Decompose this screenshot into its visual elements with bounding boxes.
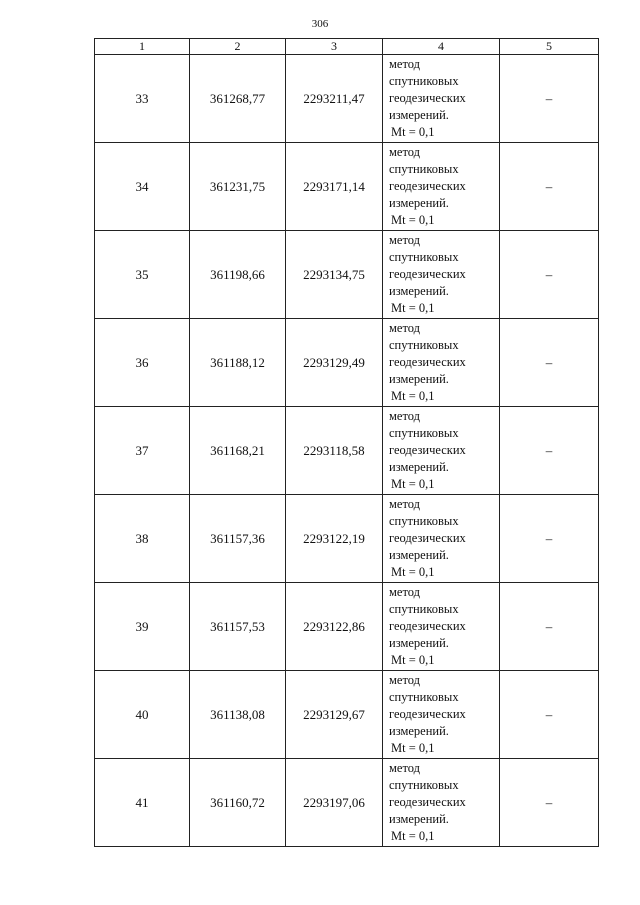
method-line: метод [389, 233, 421, 247]
method-line: спутниковых [389, 602, 459, 616]
method-line: метод [389, 321, 421, 335]
accuracy-value: Mt = 0,1 [391, 477, 435, 491]
method-line: спутниковых [389, 162, 459, 176]
method-line: измерений. [389, 372, 449, 386]
accuracy-value: Mt = 0,1 [391, 301, 435, 315]
header-row [95, 39, 599, 55]
note-cell: – [500, 319, 599, 407]
method-line: измерений. [389, 812, 449, 826]
accuracy-value: Mt = 0,1 [391, 213, 435, 227]
table-row [95, 319, 599, 407]
table-row [95, 407, 599, 495]
x-coordinate-cell: 361198,66 [190, 231, 286, 319]
note-cell: – [500, 231, 599, 319]
point-number-cell: 33 [95, 55, 190, 143]
header-cell: 4 [383, 39, 500, 55]
method-line: спутниковых [389, 514, 459, 528]
x-coordinate-cell: 361157,36 [190, 495, 286, 583]
x-coordinate-cell: 361231,75 [190, 143, 286, 231]
note-cell: – [500, 143, 599, 231]
table-row [95, 495, 599, 583]
point-number-cell: 34 [95, 143, 190, 231]
table-row [95, 671, 599, 759]
accuracy-value: Mt = 0,1 [391, 125, 435, 139]
method-line: геодезических [389, 179, 466, 193]
point-number-cell: 35 [95, 231, 190, 319]
point-number-cell: 41 [95, 759, 190, 847]
table-row [95, 143, 599, 231]
x-coordinate-cell: 361138,08 [190, 671, 286, 759]
note-cell: – [500, 495, 599, 583]
method-line: геодезических [389, 795, 466, 809]
y-coordinate-cell: 2293129,67 [286, 671, 383, 759]
method-line: измерений. [389, 724, 449, 738]
x-coordinate-cell: 361188,12 [190, 319, 286, 407]
method-line: геодезических [389, 619, 466, 633]
method-cell [383, 55, 500, 143]
method-line: геодезических [389, 91, 466, 105]
method-cell [383, 495, 500, 583]
y-coordinate-cell: 2293211,47 [286, 55, 383, 143]
table-row [95, 759, 599, 847]
method-line: измерений. [389, 460, 449, 474]
accuracy-value: Mt = 0,1 [391, 741, 435, 755]
method-line: метод [389, 409, 421, 423]
point-number-cell: 39 [95, 583, 190, 671]
table-row [95, 583, 599, 671]
note-cell: – [500, 407, 599, 495]
method-line: спутниковых [389, 778, 459, 792]
y-coordinate-cell: 2293129,49 [286, 319, 383, 407]
method-cell [383, 319, 500, 407]
method-line: метод [389, 761, 421, 775]
y-coordinate-cell: 2293171,14 [286, 143, 383, 231]
note-cell: – [500, 759, 599, 847]
method-line: геодезических [389, 531, 466, 545]
accuracy-value: Mt = 0,1 [391, 653, 435, 667]
x-coordinate-cell: 361160,72 [190, 759, 286, 847]
method-line: спутниковых [389, 690, 459, 704]
point-number-cell: 37 [95, 407, 190, 495]
y-coordinate-cell: 2293122,19 [286, 495, 383, 583]
method-line: измерений. [389, 636, 449, 650]
method-line: спутниковых [389, 74, 459, 88]
method-line: геодезических [389, 707, 466, 721]
x-coordinate-cell: 361157,53 [190, 583, 286, 671]
point-number-cell: 38 [95, 495, 190, 583]
method-cell [383, 671, 500, 759]
y-coordinate-cell: 2293134,75 [286, 231, 383, 319]
table-row [95, 55, 599, 143]
method-line: метод [389, 673, 421, 687]
page-number: 306 [311, 18, 329, 30]
x-coordinate-cell: 361168,21 [190, 407, 286, 495]
method-line: геодезических [389, 355, 466, 369]
method-line: метод [389, 145, 421, 159]
method-line: спутниковых [389, 250, 459, 264]
point-number-cell: 40 [95, 671, 190, 759]
y-coordinate-cell: 2293122,86 [286, 583, 383, 671]
note-cell: – [500, 583, 599, 671]
method-line: метод [389, 497, 421, 511]
x-coordinate-cell: 361268,77 [190, 55, 286, 143]
method-cell [383, 583, 500, 671]
method-line: спутниковых [389, 338, 459, 352]
method-line: измерений. [389, 284, 449, 298]
method-line: спутниковых [389, 426, 459, 440]
y-coordinate-cell: 2293118,58 [286, 407, 383, 495]
accuracy-value: Mt = 0,1 [391, 389, 435, 403]
method-line: измерений. [389, 548, 449, 562]
header-cell: 5 [500, 39, 599, 55]
header-cell: 1 [95, 39, 190, 55]
header-cell: 2 [190, 39, 286, 55]
method-line: метод [389, 585, 421, 599]
note-cell: – [500, 55, 599, 143]
header-cell: 3 [286, 39, 383, 55]
method-line: геодезических [389, 443, 466, 457]
y-coordinate-cell: 2293197,06 [286, 759, 383, 847]
accuracy-value: Mt = 0,1 [391, 565, 435, 579]
method-cell [383, 407, 500, 495]
method-line: измерений. [389, 196, 449, 210]
method-cell [383, 143, 500, 231]
method-cell [383, 231, 500, 319]
note-cell: – [500, 671, 599, 759]
method-line: геодезических [389, 267, 466, 281]
method-line: измерений. [389, 108, 449, 122]
table-row [95, 231, 599, 319]
point-number-cell: 36 [95, 319, 190, 407]
coordinates-table [94, 38, 599, 847]
method-cell [383, 759, 500, 847]
accuracy-value: Mt = 0,1 [391, 829, 435, 843]
method-line: метод [389, 57, 421, 71]
